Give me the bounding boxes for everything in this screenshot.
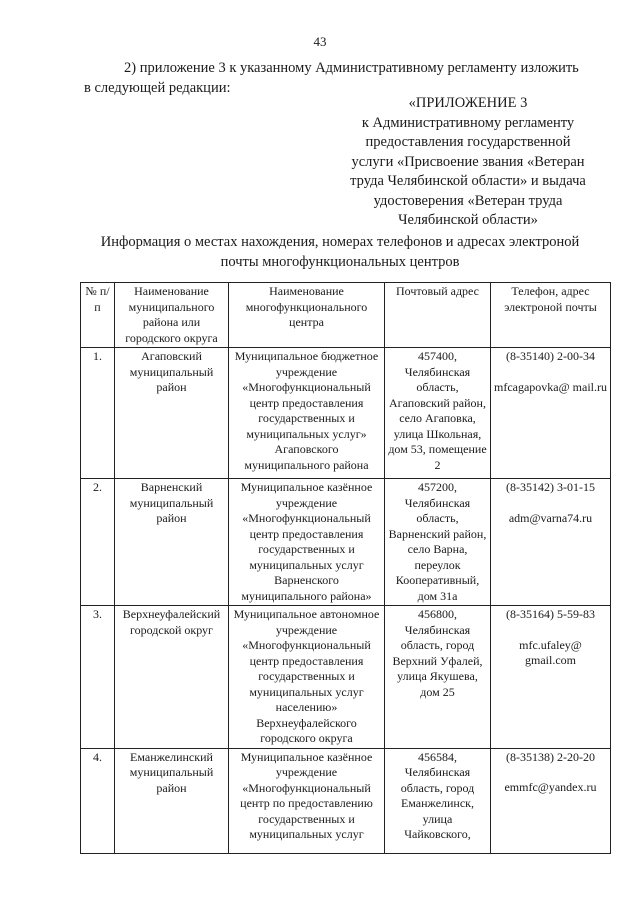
- email-text: mfcagapovka@ mail.ru: [494, 379, 608, 394]
- row-number: 2.: [81, 479, 115, 606]
- contacts-cell: [491, 748, 611, 853]
- intro-line-2: в следующей редакции:: [84, 80, 231, 96]
- row-number: 3.: [81, 606, 115, 749]
- district-cell: Верхнеуфалейский городской округ: [115, 606, 229, 749]
- table-row: [81, 479, 611, 606]
- center-cell: Муниципальное бюджетное учреждение «Многофункциональный центр предоставления государственных и муниципальных услуг» Агаповского муниципального района: [229, 348, 385, 479]
- address-cell: 456800, Челябинская область, город Верхний Уфалей, улица Якушева, дом 25: [385, 606, 491, 749]
- center-cell: Муниципальное автономное учреждение «Многофункциональный центр предоставления государственных и муниципальных услуг населению» Верхнеуфалейского городского округа: [229, 606, 385, 749]
- header-center: Наименование многофункционального центра: [229, 283, 385, 348]
- table-row: [81, 348, 611, 479]
- center-cell: Муниципальное казённое учреждение «Многофункциональный центр предоставления государственных и муниципальных услуг Варненского муниципального района»: [229, 479, 385, 606]
- appendix-line: предоставления государственной: [365, 134, 571, 150]
- appendix-line: удостоверения «Ветеран труда: [373, 192, 563, 209]
- heading-line-2: почты многофункциональных центров: [220, 254, 460, 270]
- contacts-cell: [491, 606, 611, 749]
- email-text: mfc.ufaley@ gmail.com: [519, 637, 582, 667]
- page-number: 43: [313, 34, 327, 49]
- appendix-line: труда Челябинской области» и выдача: [350, 173, 586, 189]
- heading-line-1: Информация о местах нахождения, номерах телефонов и адресах электроной: [100, 234, 580, 250]
- appendix-line: «ПРИЛОЖЕНИЕ 3: [408, 95, 528, 111]
- phone-text: (8-35138) 2-20-20: [506, 749, 595, 764]
- phone-text: (8-35140) 2-00-34: [506, 349, 595, 363]
- appendix-caption: [330, 94, 606, 231]
- row-number: 4.: [81, 748, 115, 853]
- table-heading: [60, 232, 620, 272]
- address-cell: 457400, Челябинская область, Агаповский район, село Агаповка, улица Школьная, дом 53, помещение 2: [385, 348, 491, 479]
- header-address: Почтовый адрес: [385, 283, 491, 348]
- contacts-cell: [491, 479, 611, 606]
- email-text: adm@varna74.ru: [508, 510, 593, 525]
- appendix-line: к Административному регламенту: [361, 114, 575, 131]
- intro-paragraph: [84, 58, 614, 98]
- mfc-table: [80, 282, 611, 854]
- row-number: 1.: [81, 348, 115, 479]
- intro-line-1: 2) приложение 3 к указанному Административному регламенту изложить: [124, 60, 579, 76]
- table-row: [81, 606, 611, 749]
- district-cell: Агаповский муниципальный район: [115, 348, 229, 479]
- table-header-row: [81, 283, 611, 348]
- center-cell: Муниципальное казённое учреждение «Многофункциональный центр по предоставлению государственных и муниципальных услуг: [229, 748, 385, 853]
- district-cell: Еманжелинский муниципальный район: [115, 748, 229, 853]
- phone-text: (8-35164) 5-59-83: [506, 607, 595, 621]
- header-num: № п/п: [81, 283, 115, 348]
- header-contacts: Телефон, адрес электроной почты: [491, 283, 611, 348]
- table-row: [81, 748, 611, 853]
- header-district: Наименование муниципального района или городского округа: [115, 283, 229, 348]
- email-text: emmfc@yandex.ru: [504, 780, 597, 794]
- contacts-cell: [491, 348, 611, 479]
- district-cell: Варненский муниципальный район: [115, 479, 229, 606]
- appendix-line: Челябинской области»: [398, 212, 538, 228]
- appendix-line: услуги «Присвоение звания «Ветеран: [351, 153, 585, 170]
- address-cell: 457200, Челябинская область, Варненский район, село Варна, переулок Кооперативный, дом 31а: [385, 479, 491, 606]
- phone-text: (8-35142) 3-01-15: [506, 480, 595, 494]
- address-cell: 456584, Челябинская область, город Еманжелинск, улица Чайковского,: [385, 748, 491, 853]
